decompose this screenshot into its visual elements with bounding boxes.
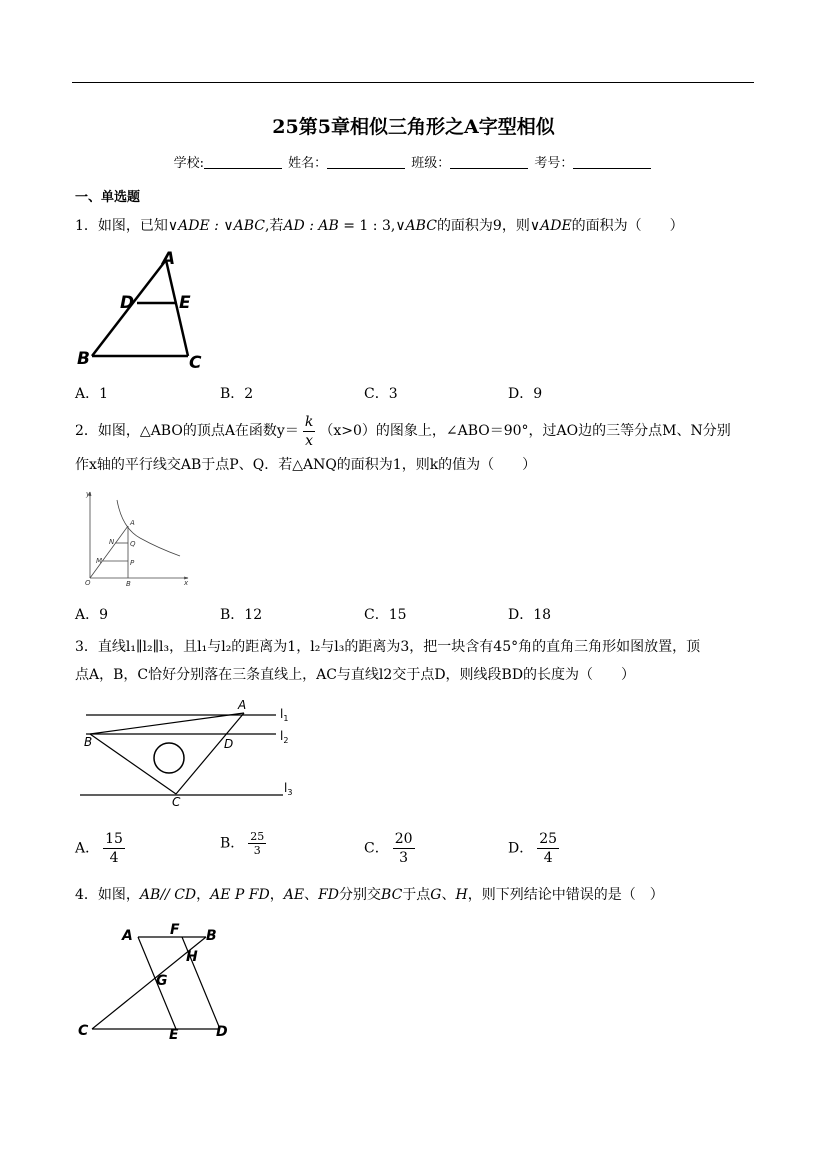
text: ，则下列结论中错误的是（ ） — [467, 887, 664, 903]
question-number: 4． — [75, 887, 98, 903]
option-text: 9 — [99, 607, 109, 623]
text: ， — [269, 887, 284, 903]
question-2-figure — [80, 488, 195, 588]
name-blank[interactable] — [327, 156, 405, 169]
question-1-figure — [72, 248, 212, 373]
question-4-figure — [72, 918, 242, 1046]
option-letter: B． — [220, 607, 245, 623]
text: ， — [196, 887, 211, 903]
option-text: 18 — [533, 607, 552, 623]
exam-no-blank[interactable] — [573, 156, 651, 169]
l1-letter: l — [280, 707, 284, 721]
q3-option-c[interactable] — [364, 830, 419, 867]
option-letter: B． — [220, 386, 245, 402]
segment-ac — [176, 713, 244, 794]
l1-subscript: 1 — [283, 714, 289, 723]
class-blank[interactable] — [450, 156, 528, 169]
label-b: B — [206, 928, 217, 944]
label-c: C — [189, 353, 202, 373]
q2-option-a[interactable] — [75, 604, 108, 624]
label-p: P — [130, 559, 135, 567]
q1-option-c[interactable] — [364, 383, 398, 403]
math: ∨ADE — [529, 218, 572, 234]
numerator: 20 — [394, 831, 413, 847]
text: 、 — [441, 887, 456, 903]
option-text: 15 — [388, 607, 407, 623]
math: FD — [318, 887, 340, 903]
question-3-figure — [78, 696, 303, 808]
option-letter: A． — [75, 386, 100, 402]
option-letter: A． — [75, 607, 100, 623]
text: 分别交 — [339, 887, 382, 903]
numerator: k — [304, 413, 314, 430]
text: 的面积为9，则 — [436, 218, 530, 234]
label-e: E — [179, 293, 191, 313]
label-b: B — [77, 349, 90, 369]
math: ∨ABC — [395, 218, 437, 234]
label-l2 — [280, 729, 288, 745]
text: 如图，已知 — [97, 218, 168, 234]
option-letter: A． — [75, 840, 100, 857]
denominator: 3 — [253, 844, 261, 857]
label-d: D — [120, 293, 135, 313]
label-m: M — [96, 557, 103, 565]
option-letter: C． — [364, 386, 389, 402]
label-b: B — [126, 580, 131, 588]
header-rule — [72, 82, 754, 83]
denominator: 4 — [543, 850, 553, 866]
math: H — [455, 887, 468, 903]
math: G — [430, 887, 442, 903]
label-l3 — [284, 781, 292, 797]
label-d: D — [224, 737, 234, 751]
question-number: 2． — [75, 423, 98, 439]
l2-subscript: 2 — [283, 736, 289, 745]
option-text: 12 — [244, 607, 263, 623]
q1-option-b[interactable] — [220, 383, 253, 403]
page-title: 25第5章相似三角形之A字型相似 — [272, 116, 555, 138]
q2-option-c[interactable] — [364, 604, 407, 624]
math: ∨ABC — [223, 218, 265, 234]
math: AD : AB — [283, 218, 339, 234]
q3-option-a[interactable] — [75, 830, 129, 867]
option-letter: C． — [364, 840, 389, 857]
label-a: A — [162, 249, 176, 269]
label-n: N — [109, 538, 115, 546]
option-text: 2 — [244, 386, 254, 402]
option-text: 9 — [533, 386, 543, 402]
label-q: Q — [130, 540, 136, 548]
question-4-text — [75, 884, 755, 906]
denominator: 4 — [109, 850, 119, 866]
label-o: O — [85, 579, 91, 587]
math: AB// CD — [139, 887, 197, 903]
question-2-text — [75, 410, 755, 476]
label-c: C — [172, 795, 181, 808]
math: BC — [381, 887, 403, 903]
label-l1 — [280, 707, 288, 723]
q1-option-a[interactable] — [75, 383, 108, 403]
triangle-hole — [154, 743, 184, 773]
question-1-text — [75, 215, 755, 237]
q2-option-d[interactable] — [508, 604, 551, 624]
segment-bc — [90, 734, 176, 794]
exam-no-label: 考号： — [534, 156, 574, 171]
q3-option-d[interactable] — [508, 830, 563, 867]
option-text: 3 — [388, 386, 398, 402]
option-text: 1 — [99, 386, 109, 402]
label-x: x — [184, 579, 189, 587]
label-y: y — [86, 490, 91, 498]
text: 作x轴的平行线交AB于点P、Q．若△ANQ的面积为1，则k的值为（ ） — [75, 457, 537, 473]
math: AE — [283, 887, 305, 903]
text: 的面积为（ ） — [571, 218, 684, 234]
name-label: 姓名： — [288, 156, 328, 171]
text: 直线l₁∥l₂∥l₃，且l₁与l₂的距离为1，l₂与l₃的距离为3，把一块含有45°角的直角三角形如图放置，顶 — [97, 639, 701, 655]
numerator: 15 — [105, 831, 123, 847]
class-label: 班级： — [411, 156, 451, 171]
school-label: 学校: — [173, 156, 204, 171]
text: ,若 — [264, 218, 284, 234]
math: = 1 : 3, — [338, 218, 396, 234]
denominator: x — [305, 432, 314, 449]
option-fraction — [103, 830, 125, 867]
question-number: 1． — [75, 218, 98, 234]
l3-subscript: 3 — [287, 788, 293, 797]
option-letter: D． — [508, 386, 534, 402]
option-letter: D． — [508, 607, 534, 623]
label-a: A — [130, 519, 135, 527]
label-g: G — [156, 973, 168, 989]
option-fraction — [393, 830, 415, 867]
question-3-text — [75, 636, 755, 686]
question-3-line-2: 点A，B，C恰好分别落在三条直线上，AC与直线l2交于点D，则线段BD的长度为（ ） — [75, 667, 636, 683]
fraction-k-over-x — [303, 413, 315, 450]
segment-ba — [90, 713, 244, 734]
label-h: H — [186, 949, 198, 965]
text: 、 — [304, 887, 319, 903]
l3-letter: l — [284, 781, 288, 795]
segment-oa — [90, 526, 128, 578]
denominator: 3 — [399, 850, 409, 866]
student-info-line — [0, 152, 827, 171]
label-a: A — [238, 698, 247, 712]
option-letter: B． — [220, 835, 245, 852]
math: AE P FD — [210, 887, 270, 903]
label-a: A — [122, 928, 133, 944]
label-c: C — [78, 1023, 89, 1039]
text: 如图， — [97, 887, 140, 903]
school-blank[interactable] — [204, 156, 282, 169]
label-f: F — [170, 922, 180, 938]
q2-option-b[interactable] — [220, 604, 262, 624]
question-number: 3． — [75, 639, 98, 655]
label-b: B — [84, 735, 93, 749]
text: （x>0）的图象上，∠ABO＝90°，过AO边的三等分点M、N分别 — [319, 423, 731, 439]
math: ∨ADE — [167, 218, 210, 234]
text: 于点 — [402, 887, 431, 903]
section-title: 一、单选题 — [75, 190, 141, 205]
option-fraction — [537, 830, 559, 867]
option-letter: C． — [364, 607, 389, 623]
text: 如图，△ABO的顶点A在函数y＝ — [97, 423, 299, 439]
label-e: E — [169, 1027, 179, 1043]
math: : — [209, 218, 224, 234]
numerator: 25 — [250, 830, 265, 843]
option-fraction — [248, 830, 266, 857]
label-d: D — [216, 1024, 228, 1040]
q3-option-b[interactable] — [220, 830, 270, 857]
option-letter: D． — [508, 840, 534, 857]
l2-letter: l — [280, 729, 284, 743]
question-3-line-1 — [75, 636, 755, 658]
numerator: 25 — [539, 831, 558, 847]
q1-option-d[interactable] — [508, 383, 542, 403]
